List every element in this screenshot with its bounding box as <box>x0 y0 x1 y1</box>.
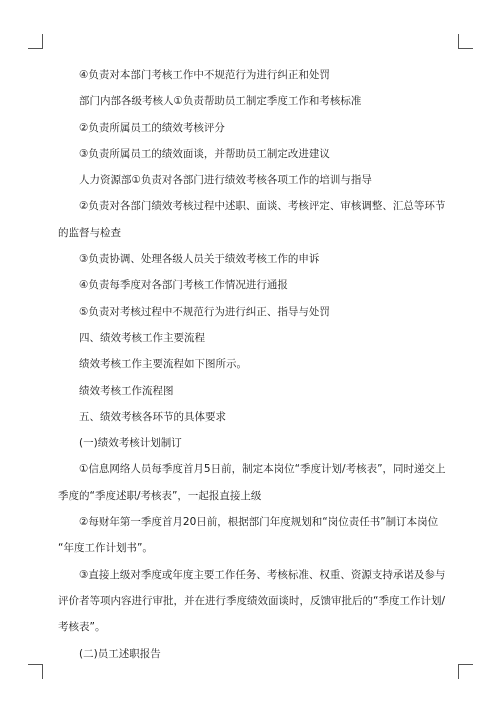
paragraph-line-continuation: 的监督与检查 <box>58 226 121 239</box>
paragraph-line: ②每财年第一季度首月20日前，根据部门年度规划和“岗位责任书”制订本岗位 <box>79 516 439 529</box>
crop-mark-top-left <box>28 34 43 49</box>
subsection-heading: (一)绩效考核计划制订 <box>79 437 182 450</box>
paragraph-line: ④负责每季度对各部门考核工作情况进行通报 <box>79 279 288 292</box>
paragraph-line: ③负责协调、处理各级人员关于绩效考核工作的申诉 <box>79 253 320 266</box>
paragraph-line-continuation: 季度的“季度述职/考核表”，一起报直接上级 <box>58 489 262 502</box>
paragraph-line: 绩效考核工作主要流程如下图所示。 <box>79 358 247 371</box>
subsection-heading: (二)员工述职报告 <box>79 647 161 660</box>
figure-caption: 绩效考核工作流程图 <box>79 384 174 397</box>
paragraph-line: ③负责所属员工的绩效面谈，并帮助员工制定改进建议 <box>79 147 330 160</box>
crop-mark-top-right <box>458 34 473 49</box>
section-heading: 四、绩效考核工作主要流程 <box>79 331 205 344</box>
paragraph-line: ④负责对本部门考核工作中不规范行为进行纠正和处罚 <box>79 69 330 81</box>
paragraph-line-continuation: “年度工作计划书”。 <box>58 542 153 555</box>
paragraph-line-continuation: 考核表”。 <box>58 621 106 634</box>
paragraph-line: ⑤负责对考核过程中不规范行为进行纠正、指导与处罚 <box>79 305 330 318</box>
paragraph-line: ②负责对各部门绩效考核过程中述职、面谈、考核评定、审核调整、汇总等环节 <box>79 200 446 213</box>
paragraph-line: 部门内部各级考核人①负责帮助员工制定季度工作和考核标准 <box>79 95 362 108</box>
document-body <box>58 62 444 667</box>
paragraph-line: ②负责所属员工的绩效考核评分 <box>79 121 225 134</box>
section-heading: 五、绩效考核各环节的具体要求 <box>79 410 226 423</box>
paragraph-line: 人力资源部①负责对各部门进行绩效考核各项工作的培训与指导 <box>79 174 372 187</box>
crop-mark-bottom-left <box>28 664 43 679</box>
paragraph-line: ③直接上级对季度或年度主要工作任务、考核标准、权重、资源支持承诺及参与 <box>79 568 446 581</box>
crop-mark-bottom-right <box>458 664 473 679</box>
paragraph-line: ①信息网络人员每季度首月5日前，制定本岗位“季度计划/考核表”，同时递交上 <box>79 463 446 476</box>
paragraph-line-continuation: 评价者等项内容进行审批，并在进行季度绩效面谈时，反馈审批后的“季度工作计划/ <box>58 594 445 607</box>
